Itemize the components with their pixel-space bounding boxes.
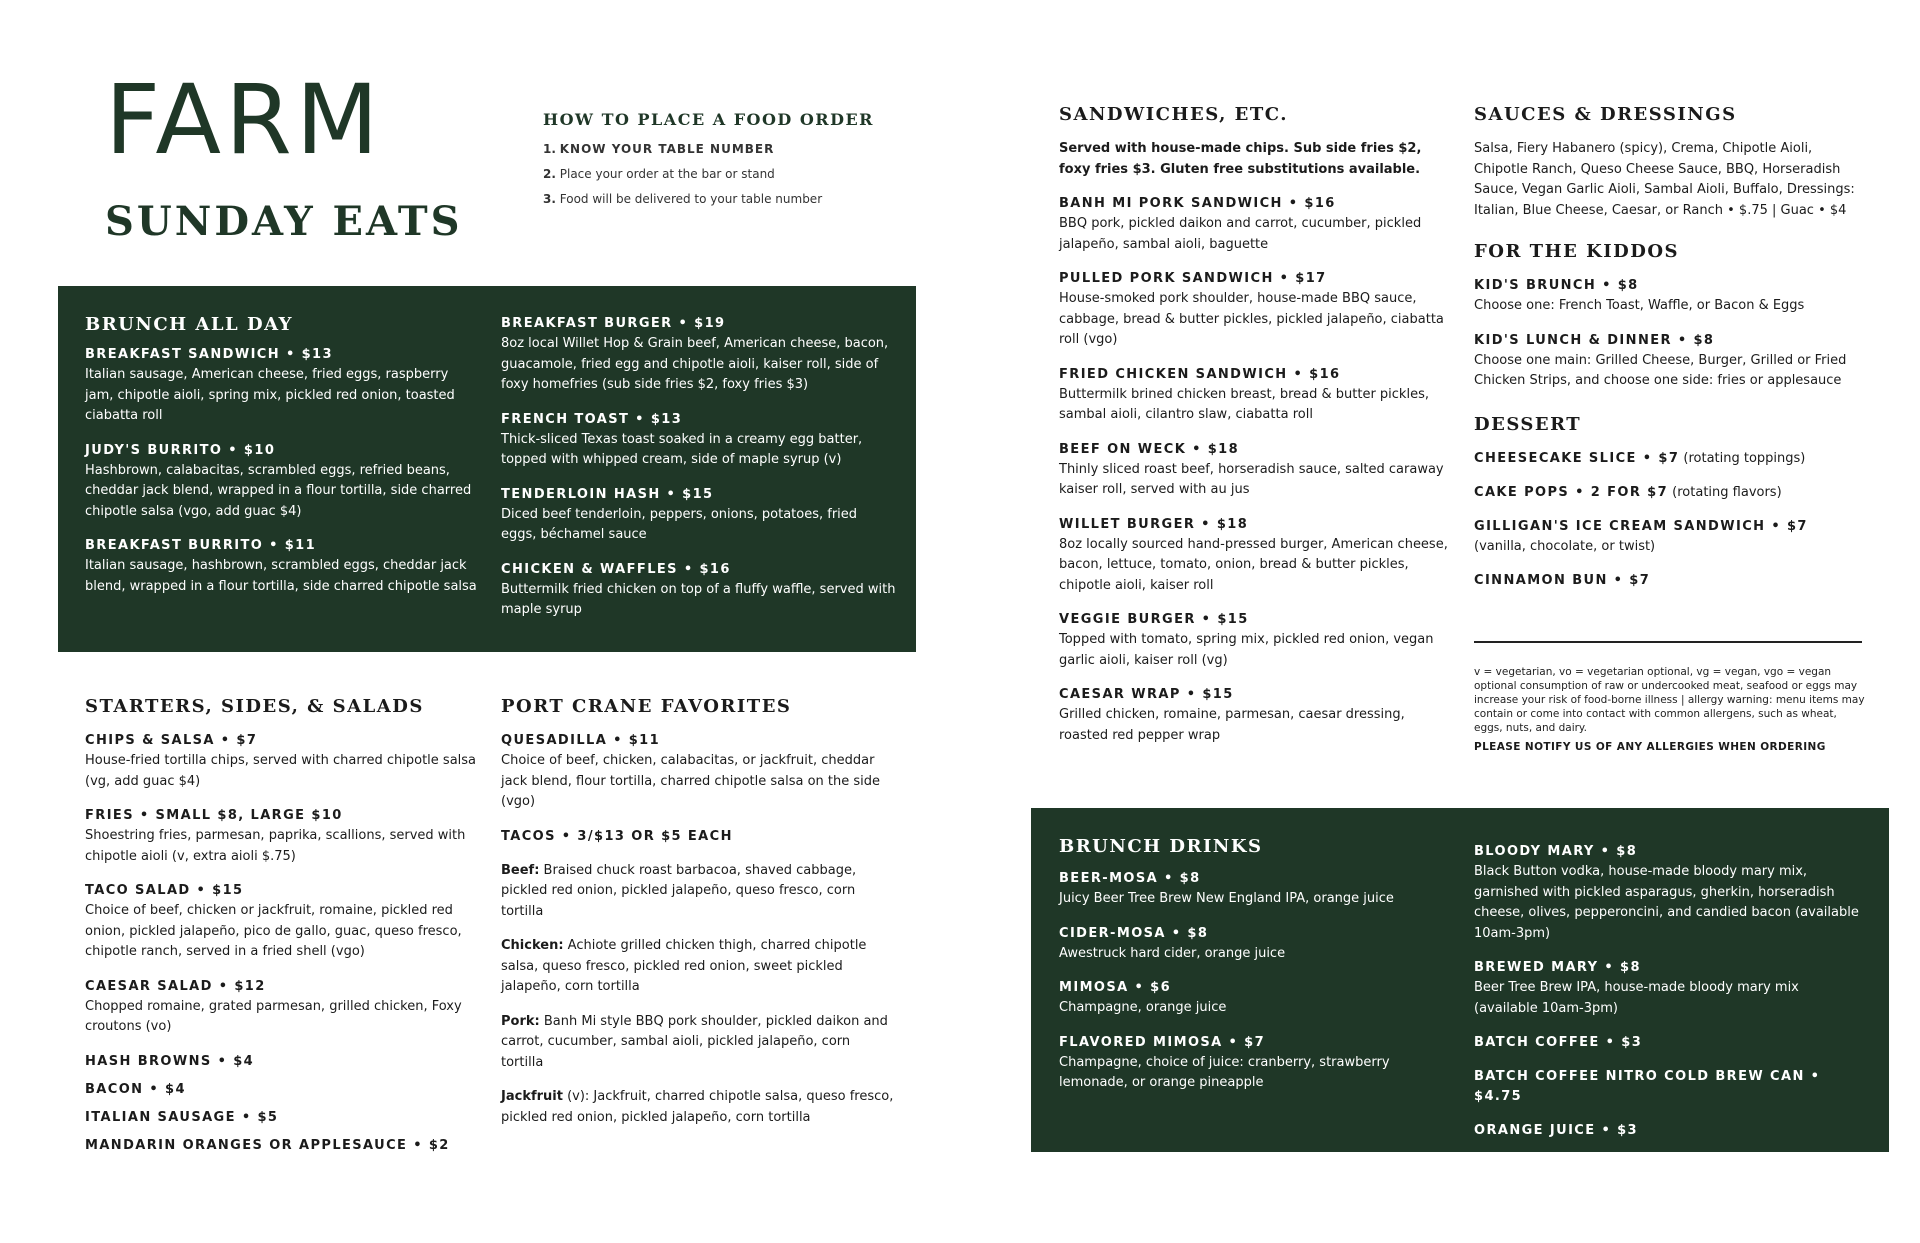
item-desc: Choice of beef, chicken or jackfruit, romaine, pickled red onion, pickled jalapeño, pico de gallo, guac, queso fresco, chipotle ranch, served in a fried shell (vgo) xyxy=(85,903,462,959)
item-title: WILLET BURGER • $18 xyxy=(1059,516,1249,532)
menu-item xyxy=(501,827,896,847)
brunch-col-1 xyxy=(85,314,480,611)
section-title: BRUNCH ALL DAY xyxy=(85,314,293,335)
order-step: 1. KNOW YOUR TABLE NUMBER xyxy=(543,142,775,156)
sauces-desc: Salsa, Fiery Habanero (spicy), Crema, Chipotle Aioli, Chipotle Ranch, Queso Cheese Sauce, BBQ, Horseradish Sauce, Vegan Garlic Aioli, Sambal Aioli, Buffalo, Dressings: Italian, Blue Cheese, Caesar, or Ranch • $.75 | Guac • $4 xyxy=(1474,141,1855,218)
taco-desc: Achiote grilled chicken thigh, charred chipotle salsa, queso fresco, pickled red onion, sweet pickled jalapeño, corn tortilla xyxy=(501,938,867,994)
item-desc: 8oz locally sourced hand-pressed burger, American cheese, bacon, lettuce, tomato, onion, bread & butter pickles, chipotle aioli, kaiser roll xyxy=(1059,536,1448,593)
item-desc: Choice of beef, chicken, calabacitas, or jackfruit, cheddar jack blend, flour tortilla, charred chipotle salsa on the side (vgo) xyxy=(501,753,881,809)
menu-item xyxy=(501,410,896,471)
order-instructions xyxy=(543,110,963,212)
item-desc: Thick-sliced Texas toast soaked in a creamy egg batter, topped with whipped cream, side of maple syrup (v) xyxy=(501,431,863,467)
menu-item xyxy=(1474,1121,1866,1141)
menu-item xyxy=(85,441,480,523)
item-title: CAESAR SALAD • $12 xyxy=(85,978,266,994)
menu-item xyxy=(1059,978,1449,1019)
item-title: BREAKFAST SANDWICH • $13 xyxy=(85,347,333,362)
item-desc: (vanilla, chocolate, or twist) xyxy=(1474,538,1656,554)
item-title: KID'S BRUNCH • $8 xyxy=(1474,278,1639,293)
logo-smile-icon xyxy=(105,64,465,190)
item-title: BATCH COFFEE • $3 xyxy=(1474,1035,1643,1050)
item-title: QUESADILLA • $11 xyxy=(501,733,661,748)
item-desc: Buttermilk brined chicken breast, bread & butter pickles, sambal aioli, cilantro slaw, ciabatta roll xyxy=(1059,386,1429,422)
section-title: STARTERS, SIDES, & SALADS xyxy=(85,696,424,717)
brunch-col-2 xyxy=(501,314,896,635)
menu-item xyxy=(501,731,896,813)
taco-desc: Banh Mi style BBQ pork shoulder, pickled daikon and carrot, cucumber, sambal aioli, pickled jalapeño, corn tortilla xyxy=(501,1013,888,1070)
taco-label: Chicken: xyxy=(501,938,564,953)
item-title: CAESAR WRAP • $15 xyxy=(1059,687,1234,702)
menu-item xyxy=(1059,610,1449,671)
section-title: SAUCES & DRESSINGS xyxy=(1474,104,1737,125)
menu-item xyxy=(85,1136,480,1156)
taco-option xyxy=(501,861,896,923)
item-title: CINNAMON BUN • $7 xyxy=(1474,573,1651,588)
menu-item xyxy=(85,1052,480,1072)
divider xyxy=(1474,641,1862,643)
item-title: FRIED CHICKEN SANDWICH • $16 xyxy=(1059,366,1341,382)
item-note: (rotating flavors) xyxy=(1668,484,1782,500)
order-step-text: Food will be delivered to your table number xyxy=(559,192,823,206)
item-desc: Italian sausage, hashbrown, scrambled eggs, cheddar jack blend, wrapped in a flour tortilla, side charred chipotle salsa xyxy=(85,558,477,594)
menu-item xyxy=(1059,685,1449,746)
item-title: CIDER-MOSA • $8 xyxy=(1059,925,1209,941)
item-desc: Buttermilk fried chicken on top of a fluffy waffle, served with maple syrup xyxy=(501,581,896,617)
menu-item xyxy=(85,977,480,1038)
item-desc: Hashbrown, calabacitas, scrambled eggs, refried beans, cheddar jack blend, wrapped in a flour tortilla, side charred chipotle salsa (vgo, add guac $4) xyxy=(85,462,472,519)
item-title: FRENCH TOAST • $13 xyxy=(501,411,683,427)
menu-item xyxy=(1059,194,1449,255)
item-title: MIMOSA • $6 xyxy=(1059,980,1172,995)
menu-item xyxy=(1059,1033,1449,1094)
item-title: CHIPS & SALSA • $7 xyxy=(85,733,258,748)
menu-item xyxy=(1474,1067,1866,1107)
disclaimer-text: v = vegetarian, vo = vegetarian optional, vg = vegan, vgo = vegan optional consumption of raw or undercooked meat, seafood or eggs may increase your risk of food-borne illness | allergy warning: menu items may contain or come into contact with common allergens, such as wheat, eggs, nuts, and dairy. xyxy=(1474,666,1865,734)
drinks-col-2 xyxy=(1474,842,1866,1155)
item-desc: Juicy Beer Tree Brew New England IPA, orange juice xyxy=(1059,891,1394,906)
section-title: SANDWICHES, ETC. xyxy=(1059,104,1288,125)
item-title: KID'S LUNCH & DINNER • $8 xyxy=(1474,332,1715,348)
menu-item xyxy=(1059,440,1449,501)
item-desc: Chopped romaine, grated parmesan, grilled chicken, Foxy croutons (vo) xyxy=(85,998,462,1034)
item-desc: Shoestring fries, parmesan, paprika, scallions, served with chipotle aioli (v, extra aioli $.75) xyxy=(85,828,466,864)
item-desc: BBQ pork, pickled daikon and carrot, cucumber, pickled jalapeño, sambal aioli, baguette xyxy=(1059,216,1422,252)
menu-item xyxy=(1474,517,1866,558)
item-title: BANH MI PORK SANDWICH • $16 xyxy=(1059,196,1336,211)
item-title: TACO SALAD • $15 xyxy=(85,883,244,898)
taco-option xyxy=(501,1012,896,1074)
taco-option xyxy=(501,1087,896,1128)
item-title: FLAVORED MIMOSA • $7 xyxy=(1059,1034,1266,1050)
menu-item xyxy=(1474,449,1866,469)
port-crane-section xyxy=(501,696,896,1142)
item-title: BACON • $4 xyxy=(85,1081,186,1097)
menu-item xyxy=(1474,1033,1866,1053)
item-desc: Champagne, orange juice xyxy=(1059,1000,1227,1015)
menu-item xyxy=(85,806,480,867)
menu-item xyxy=(1059,924,1449,965)
order-step-text: Place your order at the bar or stand xyxy=(559,167,775,181)
menu-item xyxy=(1474,483,1866,503)
logo-word: FARM xyxy=(105,64,383,176)
item-desc: Beer Tree Brew IPA, house-made bloody mary mix (available 10am-3pm) xyxy=(1474,980,1799,1016)
menu-item xyxy=(1474,571,1866,591)
item-title: BREAKFAST BURRITO • $11 xyxy=(85,538,317,553)
right-column xyxy=(1474,104,1866,605)
item-title: CAKE POPS • 2 FOR $7 (rotating flavors) xyxy=(1474,484,1782,500)
section-title: FOR THE KIDDOS xyxy=(1474,241,1680,262)
item-title: BREWED MARY • $8 xyxy=(1474,960,1641,975)
item-title: BLOODY MARY • $8 xyxy=(1474,844,1638,859)
menu-item xyxy=(85,1108,480,1128)
item-desc: House-fried tortilla chips, served with charred chipotle salsa (vg, add guac $4) xyxy=(85,753,477,789)
starters-section xyxy=(85,696,480,1164)
item-desc: Black Button vodka, house-made bloody mary mix, garnished with pickled asparagus, gherkin, horseradish cheese, olives, pepperoncini, and candied bacon (available 10am-3pm) xyxy=(1474,864,1859,941)
item-title: BATCH COFFEE NITRO COLD BREW CAN • $4.75 xyxy=(1474,1069,1821,1104)
drinks-col-1 xyxy=(1059,836,1449,1108)
menu-item xyxy=(501,560,896,621)
item-title: CHEESECAKE SLICE • $7 (rotating toppings) xyxy=(1474,450,1806,466)
menu-item xyxy=(1059,515,1449,597)
taco-label: Beef: xyxy=(501,862,540,878)
menu-item xyxy=(85,731,480,792)
disclaimer xyxy=(1474,665,1866,753)
item-title: BEEF ON WECK • $18 xyxy=(1059,441,1240,457)
item-title: JUDY'S BURRITO • $10 xyxy=(85,442,276,458)
item-title: TACOS • 3/$13 OR $5 EACH xyxy=(501,828,733,844)
menu-item xyxy=(1059,269,1449,351)
item-title: FRIES • SMALL $8, LARGE $10 xyxy=(85,808,343,823)
menu-item xyxy=(85,1080,480,1100)
item-title: PULLED PORK SANDWICH • $17 xyxy=(1059,271,1327,286)
item-title: VEGGIE BURGER • $15 xyxy=(1059,612,1249,627)
sandwiches-section xyxy=(1059,104,1449,760)
taco-desc: (v): Jackfruit, charred chipotle salsa, queso fresco, pickled red onion, pickled jalapeño, corn tortilla xyxy=(501,1089,894,1125)
order-title: HOW TO PLACE A FOOD ORDER xyxy=(543,110,874,129)
item-title: CHICKEN & WAFFLES • $16 xyxy=(501,561,731,577)
order-step: 3. Food will be delivered to your table number xyxy=(543,192,823,206)
sandwiches-intro: Served with house-made chips. Sub side fries $2, foxy fries $3. Gluten free substitutions available. xyxy=(1059,141,1422,177)
taco-label: Pork: xyxy=(501,1013,540,1029)
item-title: BEER-MOSA • $8 xyxy=(1059,871,1201,886)
menu-item xyxy=(1474,842,1866,944)
logo xyxy=(105,64,465,250)
menu-item xyxy=(1059,869,1449,910)
item-desc: Choose one main: Grilled Cheese, Burger, Grilled or Fried Chicken Strips, and choose one side: fries or applesauce xyxy=(1474,352,1847,388)
menu-item xyxy=(85,345,480,427)
item-desc: Topped with tomato, spring mix, pickled red onion, vegan garlic aioli, kaiser roll (vg) xyxy=(1059,632,1434,668)
section-title: BRUNCH DRINKS xyxy=(1059,836,1263,857)
menu-item xyxy=(1474,276,1866,317)
menu-item xyxy=(1059,365,1449,426)
item-title: ORANGE JUICE • $3 xyxy=(1474,1123,1638,1138)
menu-item xyxy=(501,314,896,396)
item-desc: Choose one: French Toast, Waffle, or Bacon & Eggs xyxy=(1474,298,1805,313)
item-desc: Champagne, choice of juice: cranberry, strawberry lemonade, or orange pineapple xyxy=(1059,1054,1390,1090)
item-title: TENDERLOIN HASH • $15 xyxy=(501,486,714,502)
taco-label: Jackfruit xyxy=(501,1089,563,1104)
item-desc: 8oz local Willet Hop & Grain beef, American cheese, bacon, guacamole, fried egg and chipotle aioli, kaiser roll, side of foxy homefries (sub side fries $2, foxy fries $3) xyxy=(501,336,889,392)
item-title: HASH BROWNS • $4 xyxy=(85,1053,255,1069)
item-desc: Thinly sliced roast beef, horseradish sauce, salted caraway kaiser roll, served with au jus xyxy=(1059,461,1444,497)
menu-item xyxy=(1474,958,1866,1019)
menu-item xyxy=(1474,331,1866,392)
item-desc: Awestruck hard cider, orange juice xyxy=(1059,945,1286,961)
menu-item xyxy=(85,881,480,963)
item-note: (rotating toppings) xyxy=(1679,450,1806,466)
menu-item xyxy=(501,485,896,546)
menu-item xyxy=(85,536,480,597)
order-step: 2. Place your order at the bar or stand xyxy=(543,167,775,181)
taco-option xyxy=(501,936,896,998)
item-desc: Italian sausage, American cheese, fried eggs, raspberry jam, chipotle aioli, spring mix, pickled red onion, toasted ciabatta roll xyxy=(85,367,455,423)
taco-desc: Braised chuck roast barbacoa, shaved cabbage, pickled red onion, pickled jalapeño, queso fresco, corn tortilla xyxy=(501,862,857,919)
item-desc: Diced beef tenderloin, peppers, onions, potatoes, fried eggs, béchamel sauce xyxy=(501,506,858,542)
logo-subtitle: SUNDAY EATS xyxy=(105,198,463,245)
item-title: ITALIAN SAUSAGE • $5 xyxy=(85,1109,279,1125)
item-desc: Grilled chicken, romaine, parmesan, caesar dressing, roasted red pepper wrap xyxy=(1059,707,1405,743)
item-title: BREAKFAST BURGER • $19 xyxy=(501,316,726,331)
item-title: MANDARIN ORANGES OR APPLESAUCE • $2 xyxy=(85,1137,450,1153)
allergy-notice: PLEASE NOTIFY US OF ANY ALLERGIES WHEN ORDERING xyxy=(1474,741,1826,753)
section-title: PORT CRANE FAVORITES xyxy=(501,696,792,717)
item-title: GILLIGAN'S ICE CREAM SANDWICH • $7 xyxy=(1474,518,1808,534)
section-title: DESSERT xyxy=(1474,413,1582,435)
order-step-text: KNOW YOUR TABLE NUMBER xyxy=(559,142,775,156)
item-desc: House-smoked pork shoulder, house-made BBQ sauce, cabbage, bread & butter pickles, pickled jalapeño, ciabatta roll (vgo) xyxy=(1059,291,1444,347)
